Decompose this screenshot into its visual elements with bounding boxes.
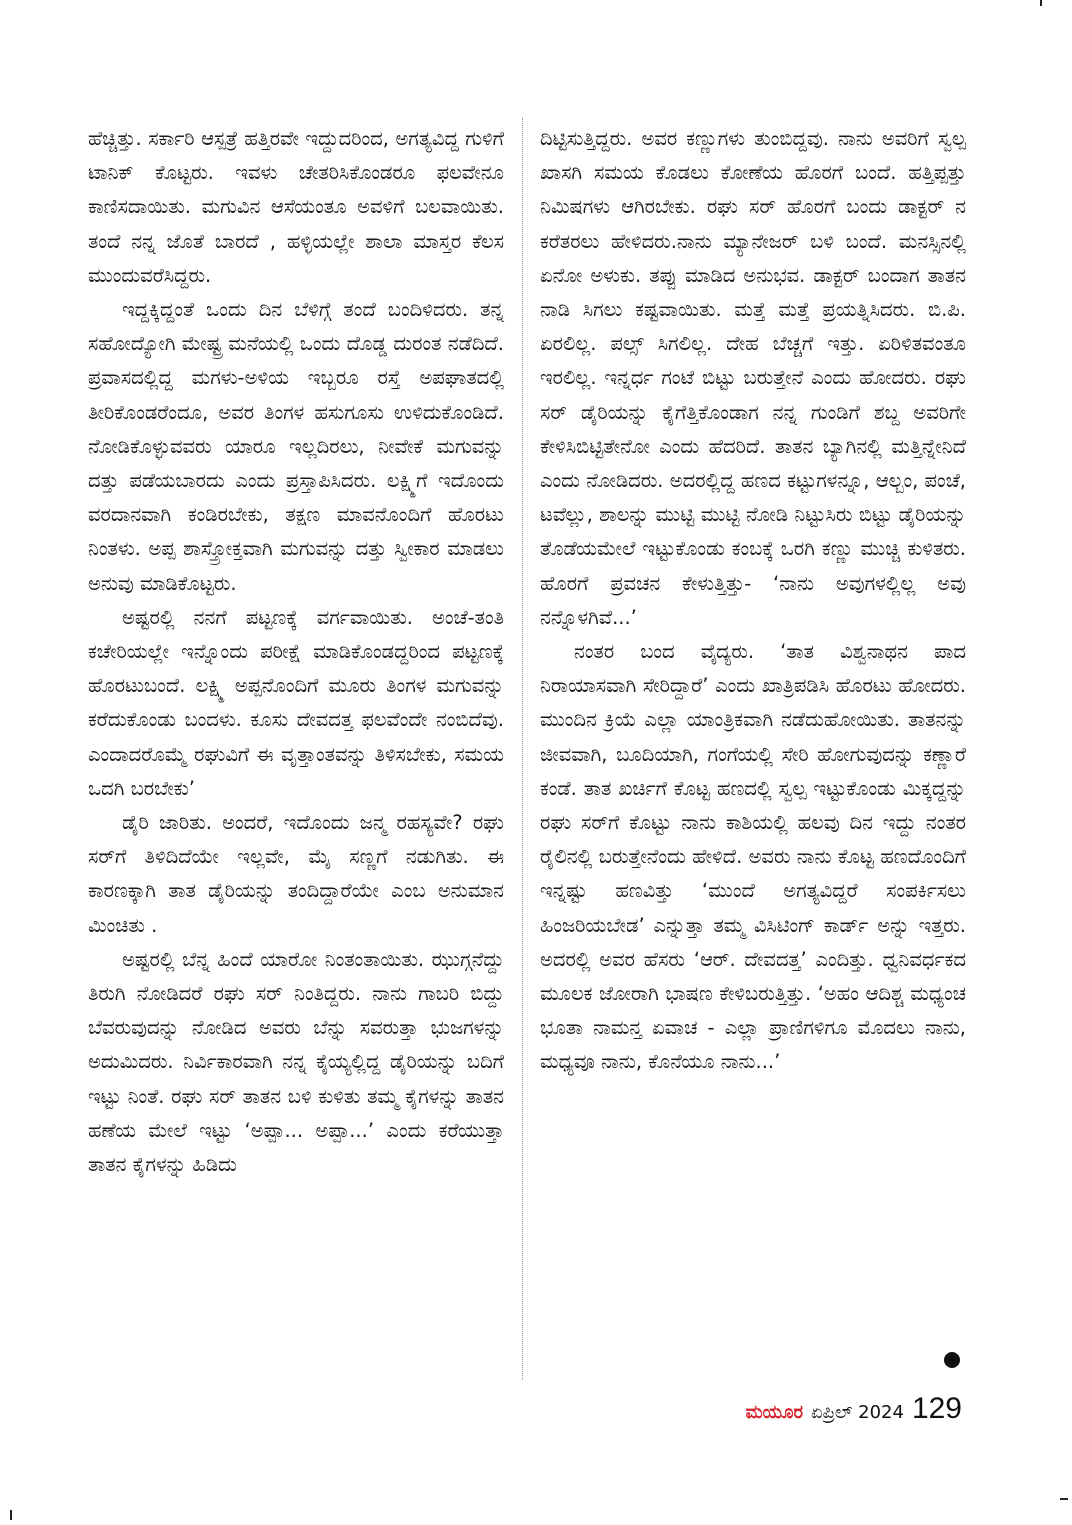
story-end-mark bbox=[944, 1352, 960, 1368]
magazine-logo: ಮಯೂರ bbox=[745, 1402, 803, 1423]
article-column-left bbox=[88, 122, 504, 1182]
crop-mark-bottom-right bbox=[1060, 1498, 1068, 1500]
column-divider bbox=[522, 118, 523, 1380]
paragraph: ಅಷ್ಟರಲ್ಲಿ ನನಗೆ ಪಟ್ಟಣಕ್ಕೆ ವರ್ಗವಾಯಿತು. ಅಂಚೆ-ತಂತಿ ಕಚೇರಿಯಲ್ಲೇ ಇನ್ನೊಂದು ಪರೀಕ್ಷೆ ಮಾಡಿಕೊಂಡದ್ದರಿಂದ ಪಟ್ಟಣಕ್ಕೆ ಹೊರಟುಬಂದೆ. ಲಕ್ಷ್ಮಿ ಅಪ್ಪನೊಂದಿಗೆ ಮೂರು ತಿಂಗಳ ಮಗುವನ್ನು ಕರೆದುಕೊಂಡು ಬಂದಳು. ಕೂಸು ದೇವದತ್ತ ಫಲವೆಂದೇ ನಂಬಿದೆವು. ಎಂದಾದರೊಮ್ಮೆ ರಘುವಿಗೆ ಈ ವೃತ್ತಾಂತವನ್ನು ತಿಳಿಸಬೇಕು, ಸಮಯ ಒದಗಿ ಬರಬೇಕು’ bbox=[88, 605, 504, 800]
page-number: 129 bbox=[911, 1392, 962, 1425]
crop-mark-bottom-left bbox=[10, 1510, 12, 1520]
paragraph: ಹೆಚ್ಚಿತ್ತು. ಸರ್ಕಾರಿ ಆಸ್ಪತ್ರೆ ಹತ್ತಿರವೇ ಇದ್ದುದರಿಂದ, ಅಗತ್ಯವಿದ್ದ ಗುಳಿಗೆ ಟಾನಿಕ್ ಕೊಟ್ಟರು. ಇವಳು ಚೇತರಿಸಿಕೊಂಡರೂ ಫಲವೇನೂ ಕಾಣಿಸದಾಯಿತು. ಮಗುವಿನ ಆಸೆಯಂತೂ ಅವಳಿಗೆ ಬಲವಾಯಿತು. ತಂದೆ ನನ್ನ ಜೊತೆ ಬಾರದೆ , ಹಳ್ಳಿಯಲ್ಲೇ ಶಾಲಾ ಮಾಸ್ತರ ಕೆಲಸ ಮುಂದುವರೆಸಿದ್ದರು. bbox=[88, 127, 504, 287]
paragraph: ಅಷ್ಟರಲ್ಲಿ ಬೆನ್ನ ಹಿಂದೆ ಯಾರೋ ನಿಂತಂತಾಯಿತು. ಝುಗ್ಗನೆದ್ದು ತಿರುಗಿ ನೋಡಿದರೆ ರಘು ಸರ್ ನಿಂತಿದ್ದರು. ನಾನು ಗಾಬರಿ ಬಿದ್ದು ಬೆವರುವುದನ್ನು ನೋಡಿದ ಅವರು ಬೆನ್ನು ಸವರುತ್ತಾ ಭುಜಗಳನ್ನು ಅದುಮಿದರು. ನಿರ್ವಿಕಾರವಾಗಿ ನನ್ನ ಕೈಯ್ಯಲ್ಲಿದ್ದ ಡೈರಿಯನ್ನು ಬದಿಗೆ ಇಟ್ಟು ನಿಂತೆ. ರಘು ಸರ್ ತಾತನ ಬಳಿ ಕುಳಿತು ತಮ್ಮ ಕೈಗಳನ್ನು ತಾತನ ಹಣೆಯ ಮೇಲೆ ಇಟ್ಟು ‘ಅಪ್ಪಾ... ಅಪ್ಪಾ...’ ಎಂದು ಕರೆಯುತ್ತಾ ತಾತನ ಕೈಗಳನ್ನು ಹಿಡಿದು bbox=[88, 947, 504, 1177]
paragraph: ನಂತರ ಬಂದ ವೈದ್ಯರು. ‘ತಾತ ವಿಶ್ವನಾಥನ ಪಾದ ನಿರಾಯಾಸವಾಗಿ ಸೇರಿದ್ದಾರೆ’ ಎಂದು ಖಾತ್ರಿಪಡಿಸಿ ಹೊರಟು ಹೋದರು. ಮುಂದಿನ ಕ್ರಿಯೆ ಎಲ್ಲಾ ಯಾಂತ್ರಿಕವಾಗಿ ನಡೆದುಹೋಯಿತು. ತಾತನನ್ನು ಜೀವವಾಗಿ, ಬೂದಿಯಾಗಿ, ಗಂಗೆಯಲ್ಲಿ ಸೇರಿ ಹೋಗುವುದನ್ನು ಕಣ್ಣಾರೆ ಕಂಡೆ. ತಾತ ಖರ್ಚಿಗೆ ಕೊಟ್ಟ ಹಣದಲ್ಲಿ ಸ್ವಲ್ಪ ಇಟ್ಟುಕೊಂಡು ಮಿಕ್ಕದ್ದನ್ನು ರಘು ಸರ್‌ಗೆ ಕೊಟ್ಟು ನಾನು ಕಾಶಿಯಲ್ಲಿ ಹಲವು ದಿನ ಇದ್ದು ನಂತರ ರೈಲಿನಲ್ಲಿ ಬರುತ್ತೇನೆಂದು ಹೇಳಿದೆ. ಅವರು ನಾನು ಕೊಟ್ಟ ಹಣದೊಂದಿಗೆ ಇನ್ನಷ್ಟು ಹಣವಿತ್ತು ‘ಮುಂದೆ ಅಗತ್ಯವಿದ್ದರೆ ಸಂಪರ್ಕಿಸಲು ಹಿಂಜರಿಯಬೇಡ’ ಎನ್ನುತ್ತಾ ತಮ್ಮ ವಿಸಿಟಿಂಗ್ ಕಾರ್ಡ್ ಅನ್ನು ಇತ್ತರು. ಅದರಲ್ಲಿ ಅವರ ಹೆಸರು ‘ಆರ್. ದೇವದತ್ತ’ ಎಂದಿತ್ತು. ಧ್ವನಿವರ್ಧಕದ ಮೂಲಕ ಜೋರಾಗಿ ಭಾಷಣ ಕೇಳಿಬರುತ್ತಿತ್ತು. ‘ಅಹಂ ಆದಿಶ್ಚ ಮಧ್ಯಂಚ ಭೂತಾ ನಾಮನ್ತ ಏವಾಚ - ಎಲ್ಲಾ ಪ್ರಾಣಿಗಳಿಗೂ ಮೊದಲು ನಾನು, ಮಧ್ಯವೂ ನಾನು, ಕೊನೆಯೂ ನಾನು...’ bbox=[540, 640, 966, 1074]
paragraph: ಡೈರಿ ಜಾರಿತು. ಅಂದರೆ, ಇದೊಂದು ಜನ್ಮ ರಹಸ್ಯವೇ? ರಘು ಸರ್‌ಗೆ ತಿಳಿದಿದೆಯೇ ಇಲ್ಲವೇ, ಮೈ ಸಣ್ಣಗೆ ನಡುಗಿತು. ಈ ಕಾರಣಕ್ಕಾಗಿ ತಾತ ಡೈರಿಯನ್ನು ತಂದಿದ್ದಾರೆಯೇ ಎಂಬ ಅನುಮಾನ ಮಿಂಚಿತು . bbox=[88, 811, 504, 937]
article-column-right bbox=[540, 122, 966, 1080]
paragraph: ಇದ್ದಕ್ಕಿದ್ದಂತೆ ಒಂದು ದಿನ ಬೆಳಿಗ್ಗೆ ತಂದೆ ಬಂದಿಳಿದರು. ತನ್ನ ಸಹೋದ್ಯೋಗಿ ಮೇಷ್ಟ್ರ ಮನೆಯಲ್ಲಿ ಒಂದು ದೊಡ್ಡ ದುರಂತ ನಡೆದಿದೆ. ಪ್ರವಾಸದಲ್ಲಿದ್ದ ಮಗಳು-ಅಳಿಯ ಇಬ್ಬರೂ ರಸ್ತೆ ಅಪಘಾತದಲ್ಲಿ ತೀರಿಕೊಂಡರೆಂದೂ, ಅವರ ತಿಂಗಳ ಹಸುಗೂಸು ಉಳಿದುಕೊಂಡಿದೆ. ನೋಡಿಕೊಳ್ಳುವವರು ಯಾರೂ ಇಲ್ಲದಿರಲು, ನೀವೇಕೆ ಮಗುವನ್ನು ದತ್ತು ಪಡೆಯಬಾರದು ಎಂದು ಪ್ರಸ್ತಾಪಿಸಿದರು. ಲಕ್ಷ್ಮಿಗೆ ಇದೊಂದು ವರದಾನವಾಗಿ ಕಂಡಿರಬೇಕು, ತಕ್ಷಣ ಮಾವನೊಂದಿಗೆ ಹೊರಟು ನಿಂತಳು. ಅಪ್ಪ ಶಾಸ್ತ್ರೋಕ್ತವಾಗಿ ಮಗುವನ್ನು ದತ್ತು ಸ್ವೀಕಾರ ಮಾಡಲು ಅನುವು ಮಾಡಿಕೊಟ್ಟರು. bbox=[88, 298, 504, 595]
page-footer bbox=[746, 1392, 962, 1426]
issue-date: ಏಪ್ರಿಲ್ 2024 bbox=[810, 1402, 904, 1423]
crop-mark-top bbox=[1040, 0, 1042, 6]
paragraph: ದಿಟ್ಟಿಸುತ್ತಿದ್ದರು. ಅವರ ಕಣ್ಣುಗಳು ತುಂಬಿದ್ದವು. ನಾನು ಅವರಿಗೆ ಸ್ವಲ್ಪ ಖಾಸಗಿ ಸಮಯ ಕೊಡಲು ಕೋಣೆಯ ಹೊರಗೆ ಬಂದೆ. ಹತ್ತಿಪ್ಪತ್ತು ನಿಮಿಷಗಳು ಆಗಿರಬೇಕು. ರಘು ಸರ್ ಹೊರಗೆ ಬಂದು ಡಾಕ್ಟರ್ ನ ಕರೆತರಲು ಹೇಳಿದರು.ನಾನು ಮ್ಯಾನೇಜರ್ ಬಳಿ ಬಂದೆ. ಮನಸ್ಸಿನಲ್ಲಿ ಏನೋ ಅಳುಕು. ತಪ್ಪು ಮಾಡಿದ ಅನುಭವ. ಡಾಕ್ಟರ್ ಬಂದಾಗ ತಾತನ ನಾಡಿ ಸಿಗಲು ಕಷ್ಟವಾಯಿತು. ಮತ್ತೆ ಮತ್ತೆ ಪ್ರಯತ್ನಿಸಿದರು. ಬಿ.ಪಿ. ಏರಲಿಲ್ಲ. ಪಲ್ಸ್ ಸಿಗಲಿಲ್ಲ. ದೇಹ ಬೆಚ್ಚಗೆ ಇತ್ತು. ಏರಿಳಿತವಂತೂ ಇರಲಿಲ್ಲ. ಇನ್ನರ್ಧ ಗಂಟೆ ಬಿಟ್ಟು ಬರುತ್ತೇನೆ ಎಂದು ಹೋದರು. ರಘು ಸರ್ ಡೈರಿಯನ್ನು ಕೈಗೆತ್ತಿಕೊಂಡಾಗ ನನ್ನ ಗುಂಡಿಗೆ ಶಬ್ದ ಅವರಿಗೇ ಕೇಳಿಸಿಬಿಟ್ಟಿತೇನೋ ಎಂದು ಹೆದರಿದೆ. ತಾತನ ಬ್ಯಾಗಿನಲ್ಲಿ ಮತ್ತಿನ್ನೇನಿದೆ ಎಂದು ನೋಡಿದರು. ಅದರಲ್ಲಿದ್ದ ಹಣದ ಕಟ್ಟುಗಳನ್ನೂ, ಆಲ್ಬಂ, ಪಂಚೆ, ಟವೆಲ್ಲು, ಶಾಲನ್ನು ಮುಟ್ಟಿ ಮುಟ್ಟಿ ನೋಡಿ ನಿಟ್ಟುಸಿರು ಬಿಟ್ಟು ಡೈರಿಯನ್ನು ತೊಡೆಯಮೇಲೆ ಇಟ್ಟುಕೊಂಡು ಕಂಬಕ್ಕೆ ಒರಗಿ ಕಣ್ಣು ಮುಚ್ಚಿ ಕುಳಿತರು. ಹೊರಗೆ ಪ್ರವಚನ ಕೇಳುತ್ತಿತ್ತು- ‘ನಾನು ಅವುಗಳಲ್ಲಿಲ್ಲ ಅವು ನನ್ನೊಳಗಿವೆ...’ bbox=[540, 127, 966, 629]
